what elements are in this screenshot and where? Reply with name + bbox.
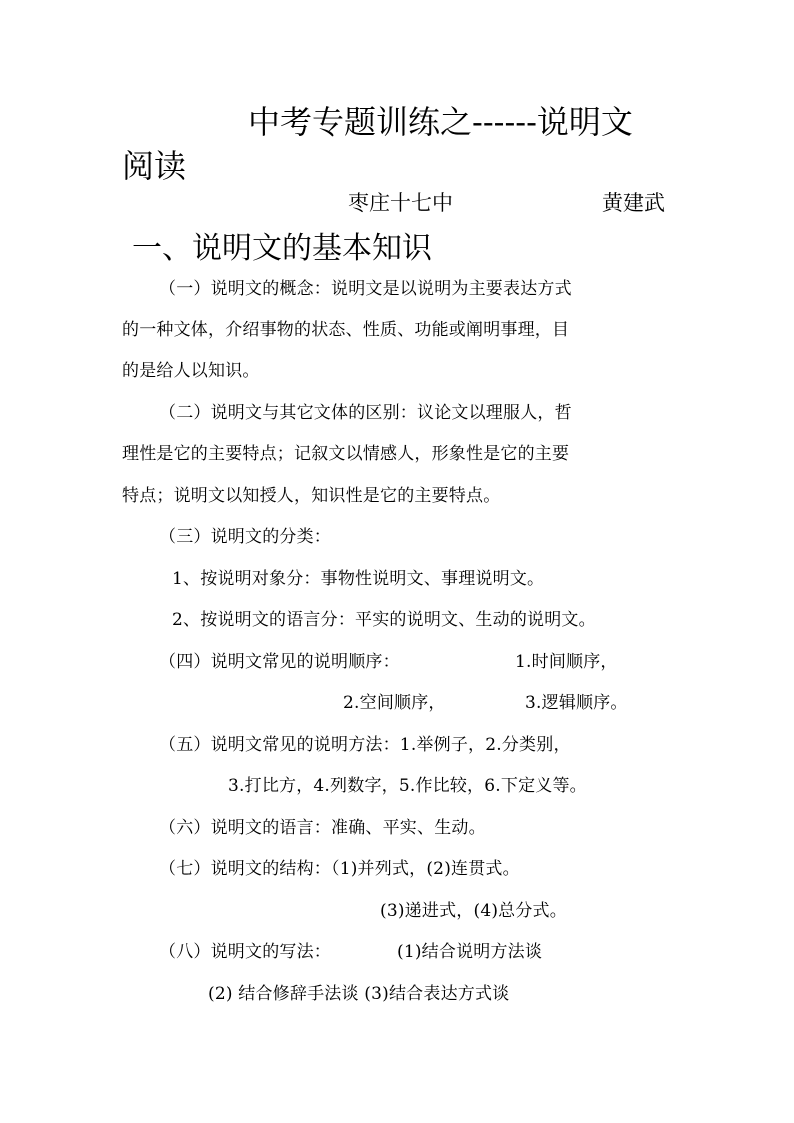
para-line-concept-2: 的一种文体，介绍事物的状态、性质、功能或阐明事理，目 xyxy=(122,320,570,340)
para-line-language: （六）说明文的语言：准确、平实、生动。 xyxy=(159,818,486,838)
para-line-concept-1: （一）说明文的概念：说明文是以说明为主要表达方式 xyxy=(159,279,572,299)
section-heading: 一、说明文的基本知识 xyxy=(132,231,432,266)
para-line-methods-1: （五）说明文常见的说明方法：1.举例子，2.分类别， xyxy=(159,735,571,755)
writing-items-2-3: (2) 结合修辞手法谈 (3)结合表达方式谈 xyxy=(208,984,510,1004)
title-line-1: 中考专题训练之------说明文 xyxy=(248,103,633,141)
para-line-methods-2: 3.打比方，4.列数字，5.作比较，6.下定义等。 xyxy=(228,776,587,796)
para-line-concept-3: 的是给人以知识。 xyxy=(122,361,260,381)
author-name: 黄建武 xyxy=(602,191,665,215)
order-item-2: 2.空间顺序， xyxy=(343,693,446,713)
author-school: 枣庄十七中 xyxy=(348,191,453,215)
para-line-structure-1: （七）说明文的结构：（1)并列式，(2)连贯式。 xyxy=(159,859,520,879)
order-item-3: 3.逻辑顺序。 xyxy=(525,693,628,713)
para-line-classification: （三）说明文的分类： xyxy=(159,527,331,547)
para-line-classification-1: 1、按说明对象分：事物性说明文、事理说明文。 xyxy=(172,569,545,589)
para-line-difference-3: 特点；说明文以知授人，知识性是它的主要特点。 xyxy=(122,486,501,506)
para-line-difference-2: 理性是它的主要特点；记叙文以情感人，形象性是它的主要 xyxy=(122,444,570,464)
writing-item-1: (1)结合说明方法谈 xyxy=(397,942,543,962)
para-line-difference-1: （二）说明文与其它文体的区别：议论文以理服人，哲 xyxy=(159,403,572,423)
para-line-structure-2: (3)递进式，(4)总分式。 xyxy=(380,901,567,921)
title-line-2: 阅读 xyxy=(122,147,187,185)
para-line-classification-2: 2、按说明文的语言分：平实的说明文、生动的说明文。 xyxy=(172,610,596,630)
order-item-1: 1.时间顺序， xyxy=(515,652,618,672)
para-line-order: （四）说明文常见的说明顺序： xyxy=(159,652,400,672)
para-line-writing: （八）说明文的写法： xyxy=(159,942,331,962)
